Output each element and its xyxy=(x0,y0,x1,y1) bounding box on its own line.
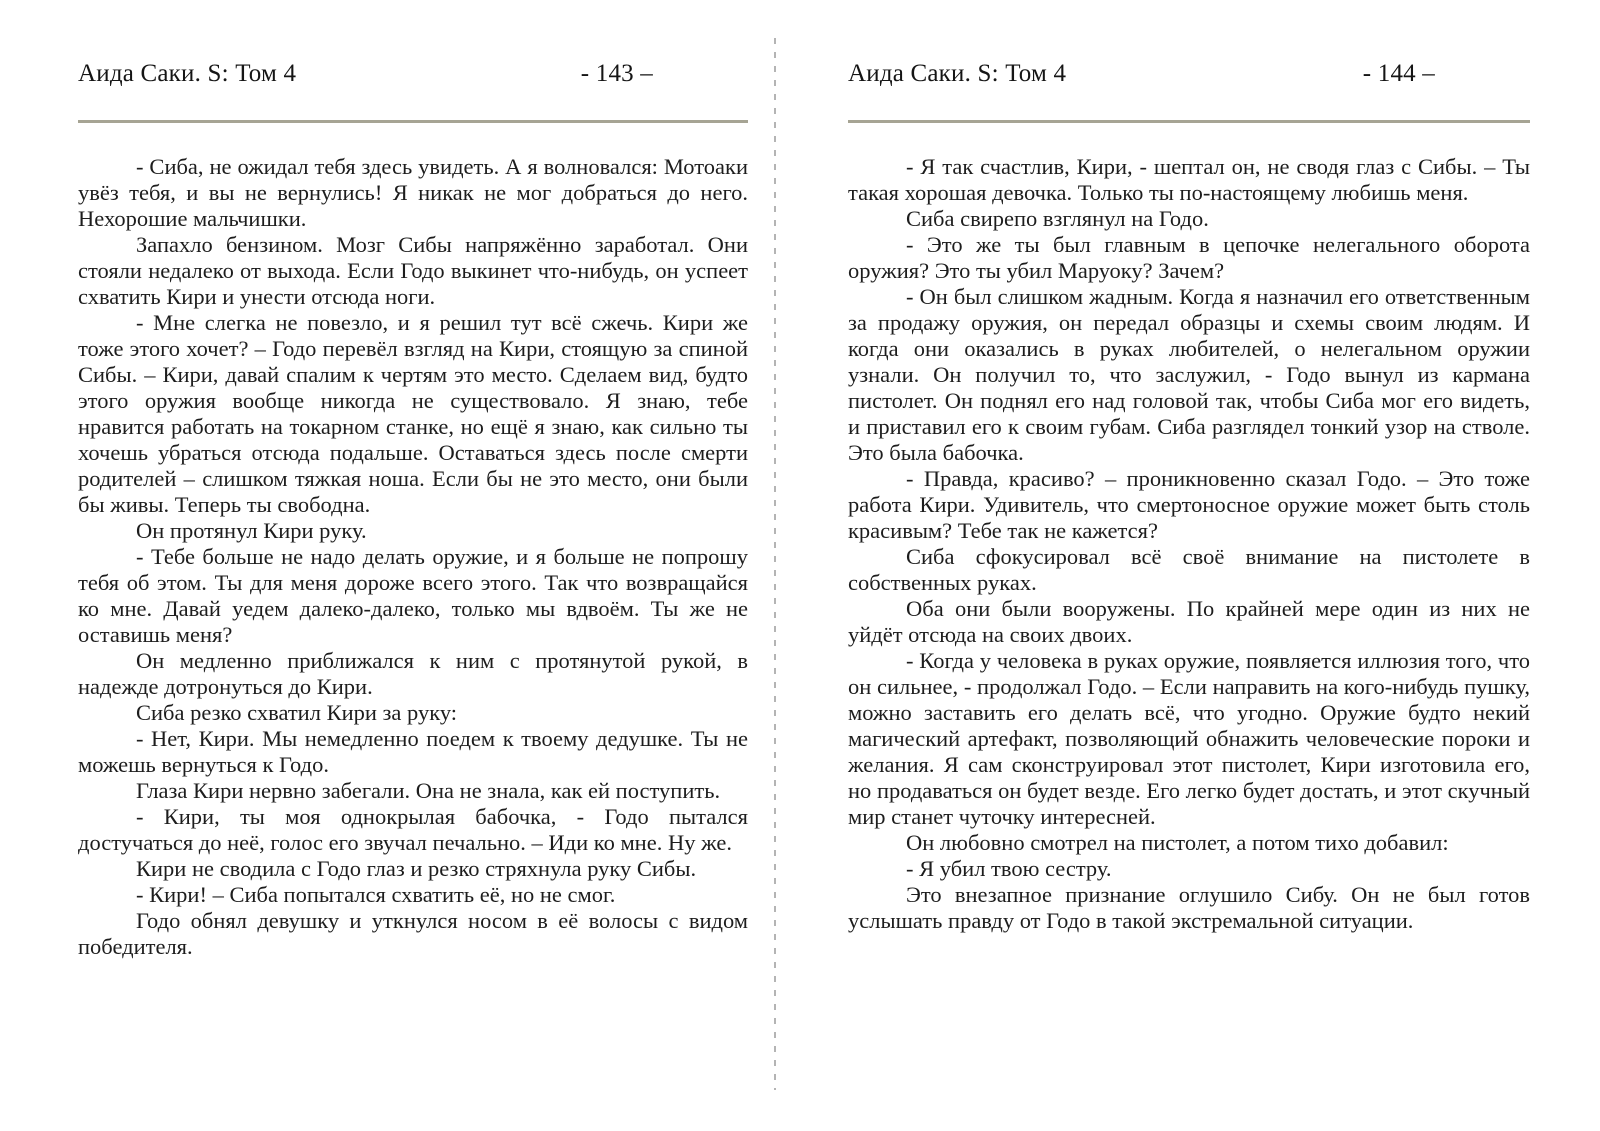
paragraph: Годо обнял девушку и уткнулся носом в её волосы с видом победителя. xyxy=(78,908,748,959)
page-right xyxy=(848,0,1530,934)
book-title: Аида Саки. S: Том 4 xyxy=(78,60,297,87)
paragraph: - Мне слегка не повезло, и я решил тут всё сжечь. Кири же тоже этого хочет? – Годо перевёл взгляд на Кири, стоящую за спиной Сибы. – Кири, давай спалим к чертям это место. Сделаем вид, будто этого оружия вообще никогда не существовало. Я знаю, тебе нравится работать на токарном станке, но ещё я знаю, как сильно ты хочешь убраться отсюда подальше. Оставаться здесь после смерти родителей – слишком тяжкая ноша. Если бы не это место, они были бы живы. Теперь ты свободна. xyxy=(78,310,748,517)
paragraph: - Я убил твою сестру. xyxy=(906,856,1112,881)
page-header xyxy=(848,0,1530,88)
page-body xyxy=(78,154,748,960)
paragraph: Сиба сфокусировал всё своё внимание на пистолете в собственных руках. xyxy=(848,544,1530,595)
paragraph: - Кири! – Сиба попытался схватить её, но не смог. xyxy=(136,882,616,907)
paragraph: Сиба резко схватил Кири за руку: xyxy=(136,700,458,725)
paragraph: - Нет, Кири. Мы немедленно поедем к твоему дедушке. Ты не можешь вернуться к Годо. xyxy=(78,726,748,777)
paragraph: Это внезапное признание оглушило Сибу. Он не был готов услышать правду от Годо в такой экстремальной ситуации. xyxy=(848,882,1530,933)
paragraph: - Кири, ты моя однокрылая бабочка, - Годо пытался достучаться до неё, голос его звучал печально. – Иди ко мне. Ну же. xyxy=(78,804,748,855)
paragraph: Кири не сводила с Годо глаз и резко стряхнула руку Сибы. xyxy=(136,856,697,881)
page-body xyxy=(848,154,1530,934)
paragraph: Он протянул Кири руку. xyxy=(136,518,367,543)
page-number: - 143 – xyxy=(580,60,653,87)
book-title: Аида Саки. S: Том 4 xyxy=(848,60,1067,87)
paragraph: Сиба свирепо взглянул на Годо. xyxy=(906,206,1209,231)
paragraph: Запахло бензином. Мозг Сибы напряжённо заработал. Они стояли недалеко от выхода. Если Годо выкинет что-нибудь, он успеет схватить Кири и унести отсюда ноги. xyxy=(78,232,748,309)
page-header xyxy=(78,0,748,88)
paragraph: - Сиба, не ожидал тебя здесь увидеть. А я волновался: Мотоаки увёз тебя, и вы не вернулись! Я никак не мог добраться до него. Нехорошие мальчишки. xyxy=(78,154,748,231)
paragraph: - Он был слишком жадным. Когда я назначил его ответственным за продажу оружия, он передал образцы и схемы своим людям. И когда они оказались в руках любителей, о нелегальном оружии узнали. Он получил то, что заслужил, - Годо вынул из кармана пистолет. Он поднял его над головой так, чтобы Сиба мог его видеть, и приставил его к своим губам. Сиба разглядел тонкий узор на стволе. Это была бабочка. xyxy=(848,284,1530,465)
paragraph: Глаза Кири нервно забегали. Она не знала, как ей поступить. xyxy=(136,778,721,803)
header-rule xyxy=(78,120,748,123)
paragraph: - Правда, красиво? – проникновенно сказал Годо. – Это тоже работа Кири. Удивитель, что смертоносное оружие может быть столь красивым? Тебе так не кажется? xyxy=(848,466,1530,543)
paragraph: - Когда у человека в руках оружие, появляется иллюзия того, что он сильнее, - продолжал Годо. – Если направить на кого-нибудь пушку, можно заставить его делать всё, что угодно. Оружие будто некий магический артефакт, позволяющий обнажить человеческие пороки и желания. Я сам сконструировал этот пистолет, Кири изготовила его, но продаваться он будет везде. Его легко будет достать, и этот скучный мир станет чуточку интересней. xyxy=(848,648,1530,829)
paragraph: Он любовно смотрел на пистолет, а потом тихо добавил: xyxy=(906,830,1449,855)
paragraph: - Я так счастлив, Кири, - шептал он, не сводя глаз с Сибы. – Ты такая хорошая девочка. Только ты по-настоящему любишь меня. xyxy=(848,154,1530,205)
page-left xyxy=(78,0,748,960)
paragraph: - Это же ты был главным в цепочке нелегального оборота оружия? Это ты убил Маруоку? Зачем? xyxy=(848,232,1530,283)
header-rule xyxy=(848,120,1530,123)
paragraph: Оба они были вооружены. По крайней мере один из них не уйдёт отсюда на своих двоих. xyxy=(848,596,1530,647)
page-divider-dashed-line xyxy=(774,38,776,1090)
page-number: - 144 – xyxy=(1362,60,1435,87)
paragraph: - Тебе больше не надо делать оружие, и я больше не попрошу тебя об этом. Ты для меня дороже всего этого. Так что возвращайся ко мне. Давай уедем далеко-далеко, только мы вдвоём. Ты же не оставишь меня? xyxy=(78,544,748,647)
paragraph: Он медленно приближался к ним с протянутой рукой, в надежде дотронуться до Кири. xyxy=(78,648,748,699)
